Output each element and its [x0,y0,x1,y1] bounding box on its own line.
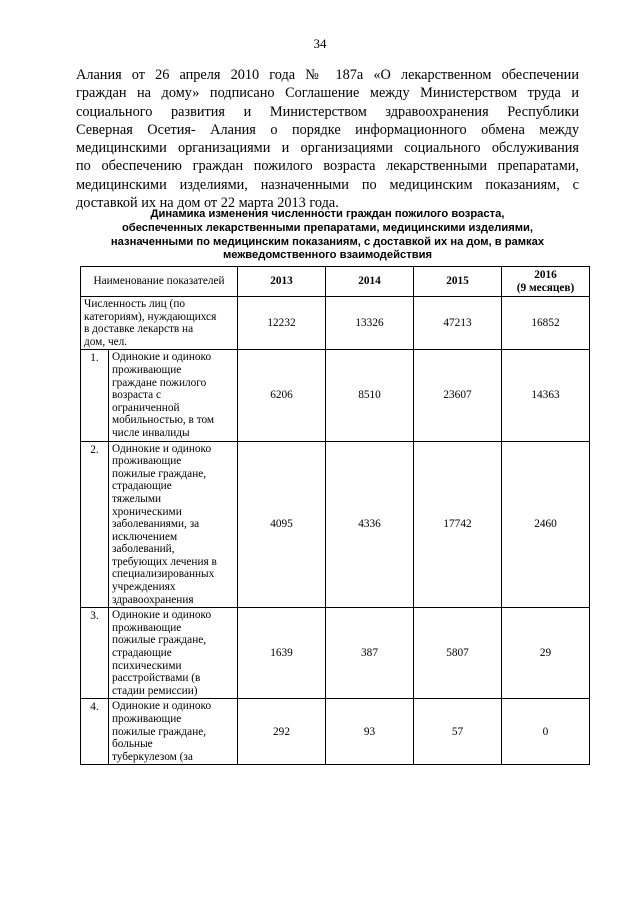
row-number: 1. [81,350,109,441]
cell-line: пожилые граждане, [112,725,207,738]
paragraph-line: социального развития и Министерством здравоохранения Республики [76,103,579,120]
value-cell: 5807 [414,608,502,699]
cell-line: больные [112,738,153,751]
value-cell: 29 [502,608,590,699]
cell-line: ограниченной [112,401,180,414]
cell-line: возраста с [112,389,161,402]
body-paragraph [76,66,579,212]
table-row [81,441,590,608]
cell-line: страдающие [112,647,172,660]
cell-line: Одинокие и одиноко [112,609,212,622]
header-year-2016 [502,267,590,297]
value-cell: 387 [326,608,414,699]
row-label [109,608,238,699]
value-cell: 8510 [326,350,414,441]
value-cell: 57 [414,699,502,765]
value-cell: 4095 [238,441,326,608]
value-cell: 12232 [238,297,326,350]
cell-line: Одинокие и одиноко [112,442,212,455]
value-cell: 14363 [502,350,590,441]
header-indicator-name: Наименование показателей [81,267,238,297]
paragraph-line: Алания от 26 апреля 2010 года № 187а «О лекарственном обеспечении [76,67,579,83]
paragraph-line: по обеспечению граждан пожилого возраста лекарственными препаратами, [76,158,579,175]
row-number: 4. [81,699,109,765]
table-row [81,350,590,441]
cell-line: требующих лечения в [112,555,217,568]
value-cell: 6206 [238,350,326,441]
cell-line: учреждениях [112,581,176,594]
paragraph-line: доставкой их на дом от 22 марта 2013 года. [76,195,339,212]
table-row-total [81,297,590,350]
row-label [109,699,238,765]
value-cell: 23607 [414,350,502,441]
caption-line: назначенными по медицинским показаниям, с доставкой их на дом, в рамках [110,235,545,248]
cell-line: туберкулезом (за [112,750,193,763]
cell-line: дом, чел. [84,335,128,348]
cell-line: Численность лиц (по [84,298,186,310]
header-year-2015: 2015 [414,267,502,297]
cell-line: здравоохранения [112,593,194,606]
paragraph-line: Северная Осетия- Алания о порядке информационного обмена между [76,121,579,138]
table-caption [76,208,579,263]
header-year-2016-note: (9 месяцев) [516,281,575,294]
row-label [109,350,238,441]
cell-line: тяжелыми [112,492,162,505]
value-cell: 2460 [502,441,590,608]
table-header-row [81,267,590,297]
value-cell: 13326 [326,297,414,350]
cell-line: страдающие [112,480,172,493]
cell-line: проживающие [112,363,182,376]
value-cell: 47213 [414,297,502,350]
caption-line: Динамика изменения численности граждан пожилого возраста, [150,208,505,220]
cell-line: проживающие [112,621,182,634]
cell-line: Одинокие и одиноко [112,351,212,364]
statistics-table [80,266,590,765]
cell-line: числе инвалиды [112,426,190,439]
cell-line: мобильностью, в том [112,414,215,427]
value-cell: 93 [326,699,414,765]
paragraph-line: граждан на дому» подписано Соглашение между Министерством труда и [76,85,579,102]
cell-line: в доставке лекарств на [84,323,194,336]
cell-line: заболеваниями, за [112,518,200,531]
header-year-2014: 2014 [326,267,414,297]
cell-line: категориям), нуждающихся [84,310,217,323]
cell-line: Одинокие и одиноко [112,700,212,713]
cell-line: заболеваний, [112,543,175,556]
cell-line: пожилые граждане, [112,467,207,480]
row-label [109,441,238,608]
value-cell: 4336 [326,441,414,608]
row-number: 3. [81,608,109,699]
cell-line: стадии ремиссии) [112,684,198,697]
cell-line: хроническими [112,505,182,518]
cell-line: психическими [112,659,182,672]
caption-line: обеспеченных лекарственными препаратами, медицинскими изделиями, [121,221,534,234]
row-number: 2. [81,441,109,608]
cell-line: исключением [112,530,178,543]
cell-line: проживающие [112,455,182,468]
total-label [81,297,238,350]
value-cell: 16852 [502,297,590,350]
table-row [81,608,590,699]
paragraph-line: медицинскими изделиями, назначенными по медицинским показаниям, с [76,176,579,193]
paragraph-line: медицинскими организациями и организациями социального обслуживания [76,140,579,157]
value-cell: 292 [238,699,326,765]
cell-line: расстройствами (в [112,672,201,685]
header-year-2016-label: 2016 [534,268,557,281]
cell-line: проживающие [112,713,182,725]
value-cell: 0 [502,699,590,765]
header-year-2013: 2013 [238,267,326,297]
table-row [81,699,590,765]
cell-line: пожилые граждане, [112,634,207,647]
cell-line: граждане пожилого [112,376,207,389]
page-number: 34 [313,36,327,51]
value-cell: 1639 [238,608,326,699]
caption-line: межведомственного взаимодействия [223,249,432,262]
cell-line: специализированных [112,568,215,581]
value-cell: 17742 [414,441,502,608]
